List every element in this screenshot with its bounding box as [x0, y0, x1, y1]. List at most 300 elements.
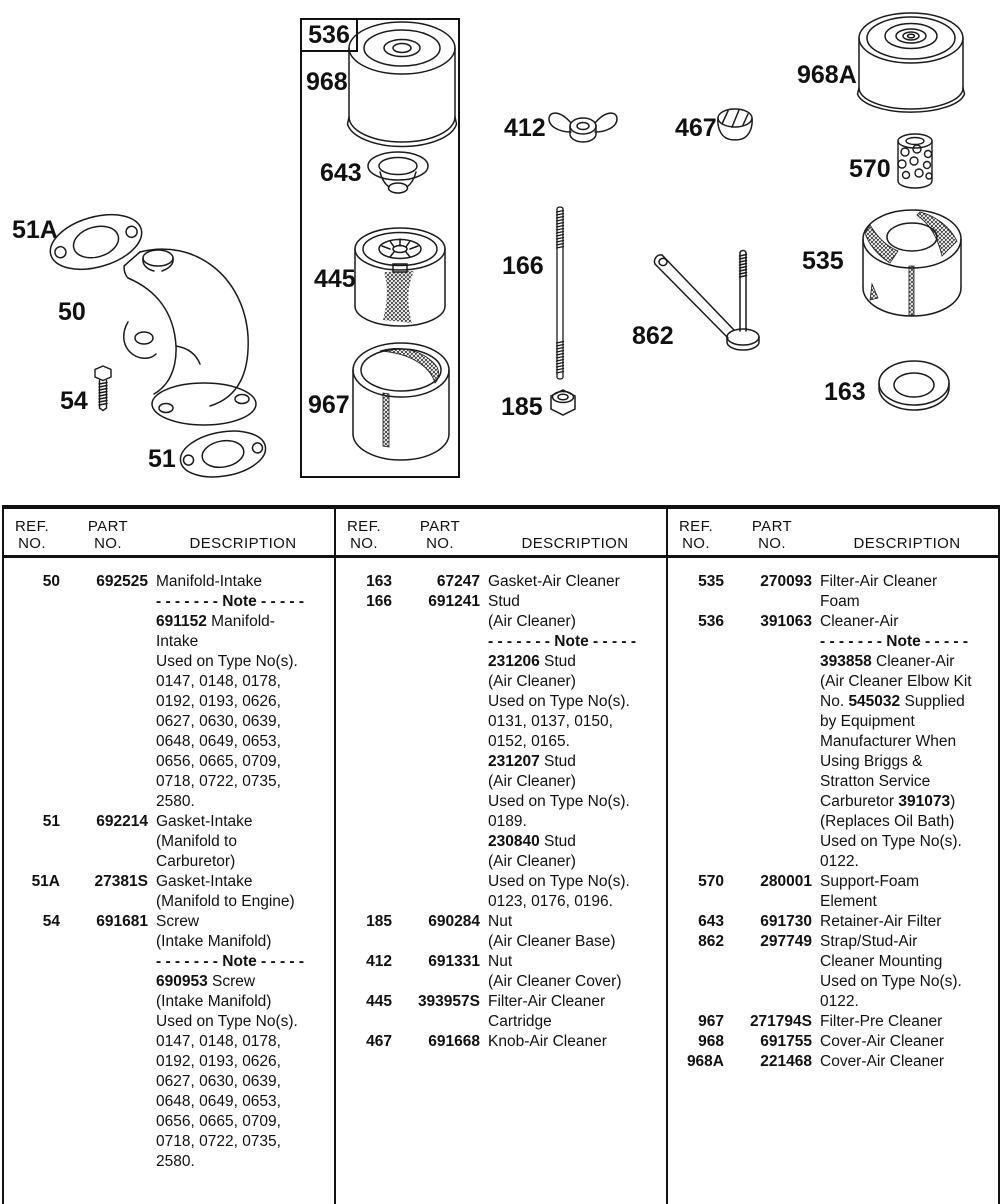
ref-no-cell — [668, 812, 724, 832]
ref-no-cell — [336, 752, 392, 772]
table-row — [4, 872, 332, 892]
table-row — [4, 652, 332, 672]
part-label-445: 445 — [314, 265, 356, 293]
part-no-cell — [732, 772, 812, 792]
table-row — [336, 1012, 664, 1032]
header-part-no — [732, 518, 812, 552]
manifold-screw-drawing — [90, 364, 116, 414]
part-no-cell — [68, 1012, 148, 1032]
part-no-cell — [732, 752, 812, 772]
description-cell: Element — [820, 893, 877, 910]
ref-no-cell — [336, 1012, 392, 1032]
part-no-cell — [732, 952, 812, 972]
ref-no-cell — [4, 752, 60, 772]
description-cell: (Air Cleaner) — [488, 853, 576, 870]
table-row — [4, 992, 332, 1012]
part-no-cell — [68, 692, 148, 712]
description-cell: Stud — [488, 593, 520, 610]
description-cell: 0648, 0649, 0653, — [156, 733, 281, 750]
parts-table-column-2 — [336, 509, 668, 1204]
parts-table-column-3 — [668, 509, 998, 1204]
table-row — [668, 892, 996, 912]
part-no-cell: 391063 — [760, 613, 812, 630]
part-no-cell — [400, 652, 480, 672]
part-no-cell — [732, 832, 812, 852]
description-cell: 690953 Screw — [156, 973, 256, 990]
description-cell: Cover-Air Cleaner — [820, 1033, 945, 1050]
part-no-cell — [400, 872, 480, 892]
header-description-label: DESCRIPTION — [521, 535, 629, 552]
description-cell: Used on Type No(s). — [488, 873, 630, 890]
ref-no-cell: 51A — [31, 873, 60, 890]
description-cell: (Manifold to Engine) — [156, 893, 295, 910]
table-row — [4, 832, 332, 852]
ref-no-cell — [336, 852, 392, 872]
ref-no-cell — [668, 632, 724, 652]
part-no-cell — [732, 852, 812, 872]
part-no-cell — [400, 692, 480, 712]
description-cell: 0718, 0722, 0735, — [156, 1133, 281, 1150]
part-no-cell — [400, 772, 480, 792]
part-no-cell — [400, 672, 480, 692]
description-cell: (Intake Manifold) — [156, 993, 272, 1010]
pre-cleaner-filter-drawing — [350, 340, 452, 464]
ref-no-cell — [4, 692, 60, 712]
table-row — [336, 1032, 664, 1052]
header-part-line1: PART — [87, 518, 129, 535]
part-no-cell: 691241 — [428, 593, 480, 610]
part-label-54: 54 — [60, 387, 88, 415]
table-row — [4, 612, 332, 632]
ref-no-cell — [4, 712, 60, 732]
description-cell: Nut — [488, 953, 513, 970]
part-no-cell — [400, 752, 480, 772]
ref-no-cell — [668, 592, 724, 612]
table-row — [4, 712, 332, 732]
header-ref-line1: REF. — [678, 518, 714, 535]
description-cell: Filter-Air Cleaner — [488, 993, 606, 1010]
ref-no-cell — [668, 992, 724, 1012]
description-cell: 231207 Stud — [488, 753, 576, 770]
table-row — [4, 852, 332, 872]
part-no-cell: 393957S — [417, 993, 480, 1010]
ref-no-cell — [668, 832, 724, 852]
description-cell: Gasket-Air Cleaner — [488, 573, 620, 590]
table-row — [4, 1072, 332, 1092]
part-no-cell — [732, 732, 812, 752]
ref-no-cell: 968 — [698, 1033, 724, 1050]
parts-table — [2, 505, 1000, 1204]
part-no-cell — [400, 632, 480, 652]
table-row — [336, 612, 664, 632]
table-row — [336, 952, 664, 972]
exploded-parts-diagram — [0, 0, 1000, 500]
description-cell: Screw — [156, 913, 200, 930]
table-row — [336, 872, 664, 892]
part-no-cell — [400, 892, 480, 912]
part-label-166: 166 — [502, 252, 544, 280]
wing-nut-drawing — [546, 106, 620, 150]
ref-no-cell — [4, 932, 60, 952]
table-header — [668, 509, 998, 558]
description-cell: Manifold-Intake — [156, 573, 262, 590]
part-no-cell — [732, 972, 812, 992]
description-cell: Support-Foam — [820, 873, 920, 890]
header-ref-line2: NO. — [682, 535, 710, 552]
air-cleaner-knob-drawing — [712, 106, 758, 148]
table-row — [336, 932, 664, 952]
table-row — [4, 632, 332, 652]
table-row — [336, 572, 664, 592]
table-row — [668, 912, 996, 932]
ref-no-cell — [336, 772, 392, 792]
part-no-cell: 690284 — [428, 913, 480, 930]
ref-no-cell — [336, 612, 392, 632]
table-row — [668, 812, 996, 832]
part-no-cell — [400, 1012, 480, 1032]
header-description — [820, 535, 994, 552]
part-no-cell — [400, 812, 480, 832]
part-no-cell — [68, 832, 148, 852]
part-no-cell — [68, 852, 148, 872]
part-label-968A: 968A — [797, 61, 857, 89]
table-row — [668, 1012, 996, 1032]
table-row — [336, 752, 664, 772]
table-row — [4, 592, 332, 612]
part-label-467: 467 — [675, 114, 717, 142]
part-no-cell — [400, 792, 480, 812]
table-row — [4, 972, 332, 992]
ref-no-cell — [336, 872, 392, 892]
part-no-cell — [68, 892, 148, 912]
part-no-cell — [68, 1152, 148, 1172]
part-label-51: 51 — [148, 445, 176, 473]
part-no-cell — [68, 672, 148, 692]
part-label-968: 968 — [306, 68, 348, 96]
ref-no-cell — [4, 952, 60, 972]
ref-no-cell — [668, 732, 724, 752]
part-label-535: 535 — [802, 247, 844, 275]
ref-no-cell — [336, 632, 392, 652]
table-row — [4, 1052, 332, 1072]
part-label-412: 412 — [504, 114, 546, 142]
description-cell: Knob-Air Cleaner — [488, 1033, 607, 1050]
description-cell: (Air Cleaner Base) — [488, 933, 616, 950]
ref-no-cell — [4, 592, 60, 612]
table-row — [4, 672, 332, 692]
description-cell: 2580. — [156, 1153, 195, 1170]
ref-no-cell — [668, 692, 724, 712]
ref-no-cell — [668, 892, 724, 912]
table-row — [4, 812, 332, 832]
part-label-185: 185 — [501, 393, 543, 421]
description-cell: Using Briggs & — [820, 753, 923, 770]
part-no-cell — [68, 652, 148, 672]
description-cell: 0122. — [820, 853, 859, 870]
description-cell: Cartridge — [488, 1013, 552, 1030]
part-label-50: 50 — [58, 298, 86, 326]
description-cell: Used on Type No(s). — [156, 1013, 298, 1030]
table-row — [4, 792, 332, 812]
ref-no-cell — [668, 792, 724, 812]
table-row — [668, 952, 996, 972]
table-row — [336, 712, 664, 732]
ref-no-cell — [336, 832, 392, 852]
header-ref-no — [4, 518, 60, 552]
ref-no-cell — [668, 772, 724, 792]
ref-no-cell — [4, 832, 60, 852]
description-cell: Carburetor 391073) — [820, 793, 956, 810]
table-row — [336, 672, 664, 692]
header-description-label: DESCRIPTION — [853, 535, 961, 552]
ref-no-cell — [668, 672, 724, 692]
description-cell: 0627, 0630, 0639, — [156, 1073, 281, 1090]
parts-table-column-1 — [4, 509, 336, 1204]
description-cell: Intake — [156, 633, 199, 650]
ref-no-cell: 968A — [686, 1053, 724, 1070]
part-no-cell — [68, 1092, 148, 1112]
part-no-cell — [732, 992, 812, 1012]
part-no-cell — [400, 732, 480, 752]
part-no-cell: 691331 — [428, 953, 480, 970]
part-no-cell — [400, 972, 480, 992]
ref-no-cell — [336, 972, 392, 992]
strap-stud-drawing — [650, 243, 762, 363]
header-ref-line2: NO. — [350, 535, 378, 552]
description-cell: - - - - - - - Note - - - - - — [156, 953, 305, 970]
description-cell: Filter-Air Cleaner — [820, 573, 938, 590]
description-cell: Used on Type No(s). — [488, 793, 630, 810]
description-cell: Cleaner Mounting — [820, 953, 943, 970]
table-row — [668, 792, 996, 812]
table-row — [336, 892, 664, 912]
table-row — [336, 972, 664, 992]
ref-no-cell — [336, 712, 392, 732]
description-cell: Filter-Pre Cleaner — [820, 1013, 943, 1030]
part-no-cell — [68, 1052, 148, 1072]
ref-no-cell — [4, 1152, 60, 1172]
table-header — [4, 509, 334, 558]
ref-no-cell — [4, 612, 60, 632]
table-body-column-1 — [4, 558, 334, 1172]
description-cell: 691152 Manifold- — [156, 613, 275, 630]
part-no-cell: 691755 — [760, 1033, 812, 1050]
ref-no-cell: 967 — [698, 1013, 724, 1030]
table-row — [336, 992, 664, 1012]
table-row — [668, 592, 996, 612]
part-no-cell — [68, 972, 148, 992]
description-cell: Cleaner-Air — [820, 613, 899, 630]
table-row — [4, 1152, 332, 1172]
description-cell: (Air Cleaner Cover) — [488, 973, 622, 990]
part-no-cell — [68, 992, 148, 1012]
part-no-cell: 691730 — [760, 913, 812, 930]
ref-no-cell — [668, 752, 724, 772]
part-no-cell: 692525 — [96, 573, 148, 590]
table-body-column-2 — [336, 558, 666, 1052]
part-no-cell — [68, 932, 148, 952]
ref-no-cell — [336, 792, 392, 812]
description-cell: Nut — [488, 913, 513, 930]
ref-no-cell — [668, 972, 724, 992]
table-row — [336, 832, 664, 852]
description-cell: Strap/Stud-Air — [820, 933, 918, 950]
table-row — [336, 812, 664, 832]
ref-no-cell: 643 — [698, 913, 724, 930]
part-no-cell: 27381S — [94, 873, 148, 890]
header-part-no — [68, 518, 148, 552]
table-row — [4, 752, 332, 772]
gasket-washer-drawing — [876, 358, 952, 414]
part-no-cell: 271794S — [749, 1013, 812, 1030]
ref-no-cell — [668, 652, 724, 672]
description-cell: - - - - - - - Note - - - - - — [488, 633, 637, 650]
ref-no-cell — [4, 1012, 60, 1032]
part-no-cell — [732, 812, 812, 832]
table-row — [4, 952, 332, 972]
table-row — [4, 572, 332, 592]
ref-no-cell — [336, 892, 392, 912]
description-cell: (Air Cleaner) — [488, 673, 576, 690]
foam-support-drawing — [891, 131, 939, 193]
ref-no-cell: 535 — [698, 573, 724, 590]
description-cell: Used on Type No(s). — [488, 693, 630, 710]
table-row — [668, 1052, 996, 1072]
description-cell: (Replaces Oil Bath) — [820, 813, 955, 830]
ref-no-cell: 467 — [366, 1033, 392, 1050]
description-cell: 230840 Stud — [488, 833, 576, 850]
part-no-cell — [732, 892, 812, 912]
ref-no-cell — [4, 1072, 60, 1092]
ref-no-cell — [4, 1032, 60, 1052]
part-no-cell — [732, 632, 812, 652]
table-row — [4, 772, 332, 792]
part-no-cell: 67247 — [436, 573, 480, 590]
part-no-cell — [732, 692, 812, 712]
part-label-967: 967 — [308, 391, 350, 419]
ref-no-cell: 862 — [698, 933, 724, 950]
description-cell: 0122. — [820, 993, 859, 1010]
ref-no-cell — [4, 672, 60, 692]
header-ref-no — [668, 518, 724, 552]
header-ref-line2: NO. — [18, 535, 46, 552]
table-row — [4, 1032, 332, 1052]
ref-no-cell — [4, 992, 60, 1012]
ref-no-cell — [4, 792, 60, 812]
header-ref-line1: REF. — [14, 518, 50, 535]
description-cell: Manufacturer When — [820, 733, 957, 750]
ref-no-cell: 445 — [366, 993, 392, 1010]
table-row — [336, 592, 664, 612]
part-no-cell — [68, 792, 148, 812]
header-part-no — [400, 518, 480, 552]
description-cell: 0627, 0630, 0639, — [156, 713, 281, 730]
part-no-cell — [400, 852, 480, 872]
table-row — [4, 1012, 332, 1032]
table-row — [668, 652, 996, 672]
description-cell: 0192, 0193, 0626, — [156, 1053, 281, 1070]
air-cleaner-cartridge-drawing — [352, 211, 448, 332]
air-cleaner-cover-drawing — [346, 20, 458, 150]
ref-no-cell — [668, 952, 724, 972]
description-cell: (Air Cleaner Elbow Kit — [820, 673, 972, 690]
description-cell: Carburetor) — [156, 853, 236, 870]
part-no-cell — [68, 1132, 148, 1152]
description-cell: 0131, 0137, 0150, — [488, 713, 613, 730]
table-row — [4, 1092, 332, 1112]
description-cell: (Air Cleaner) — [488, 613, 576, 630]
ref-no-cell — [4, 1092, 60, 1112]
table-row — [4, 1112, 332, 1132]
ref-no-cell — [4, 1132, 60, 1152]
ref-no-cell — [336, 652, 392, 672]
header-part-line2: NO. — [426, 535, 454, 552]
table-row — [336, 732, 664, 752]
description-cell: No. 545032 Supplied — [820, 693, 965, 710]
part-no-cell: 691668 — [428, 1033, 480, 1050]
part-no-cell — [68, 732, 148, 752]
ref-no-cell — [336, 732, 392, 752]
table-row — [668, 612, 996, 632]
table-row — [668, 872, 996, 892]
part-no-cell — [732, 672, 812, 692]
ref-no-cell: 185 — [366, 913, 392, 930]
part-no-cell: 221468 — [760, 1053, 812, 1070]
header-description — [156, 535, 330, 552]
part-no-cell — [68, 1112, 148, 1132]
description-cell: Used on Type No(s). — [820, 973, 962, 990]
header-description — [488, 535, 662, 552]
part-no-cell: 692214 — [96, 813, 148, 830]
part-no-cell — [732, 712, 812, 732]
part-label-862: 862 — [632, 322, 674, 350]
air-cleaner-cover-a-drawing — [856, 8, 966, 116]
table-row — [668, 572, 996, 592]
table-row — [668, 992, 996, 1012]
ref-no-cell — [336, 692, 392, 712]
description-cell: 0152, 0165. — [488, 733, 570, 750]
nut-drawing — [546, 388, 580, 420]
table-row — [4, 692, 332, 712]
table-row — [668, 632, 996, 652]
part-no-cell — [68, 752, 148, 772]
description-cell: 0648, 0649, 0653, — [156, 1093, 281, 1110]
table-row — [668, 832, 996, 852]
header-description-label: DESCRIPTION — [189, 535, 297, 552]
table-row — [4, 892, 332, 912]
table-row — [668, 1032, 996, 1052]
ref-no-cell — [336, 932, 392, 952]
table-row — [668, 732, 996, 752]
table-row — [4, 1132, 332, 1152]
description-cell: 0147, 0148, 0178, — [156, 1033, 281, 1050]
part-no-cell — [68, 1032, 148, 1052]
description-cell: 0189. — [488, 813, 527, 830]
description-cell: - - - - - - - Note - - - - - — [820, 633, 969, 650]
description-cell: Gasket-Intake — [156, 813, 253, 830]
ref-no-cell: 51 — [42, 813, 60, 830]
ref-no-cell — [4, 732, 60, 752]
ref-no-cell — [668, 712, 724, 732]
part-no-cell — [68, 772, 148, 792]
description-cell: 0192, 0193, 0626, — [156, 693, 281, 710]
air-filter-retainer-drawing — [366, 150, 430, 198]
part-no-cell — [732, 652, 812, 672]
description-cell: 393858 Cleaner-Air — [820, 653, 955, 670]
description-cell: Cover-Air Cleaner — [820, 1053, 945, 1070]
ref-no-cell — [4, 892, 60, 912]
ref-no-cell: 166 — [366, 593, 392, 610]
